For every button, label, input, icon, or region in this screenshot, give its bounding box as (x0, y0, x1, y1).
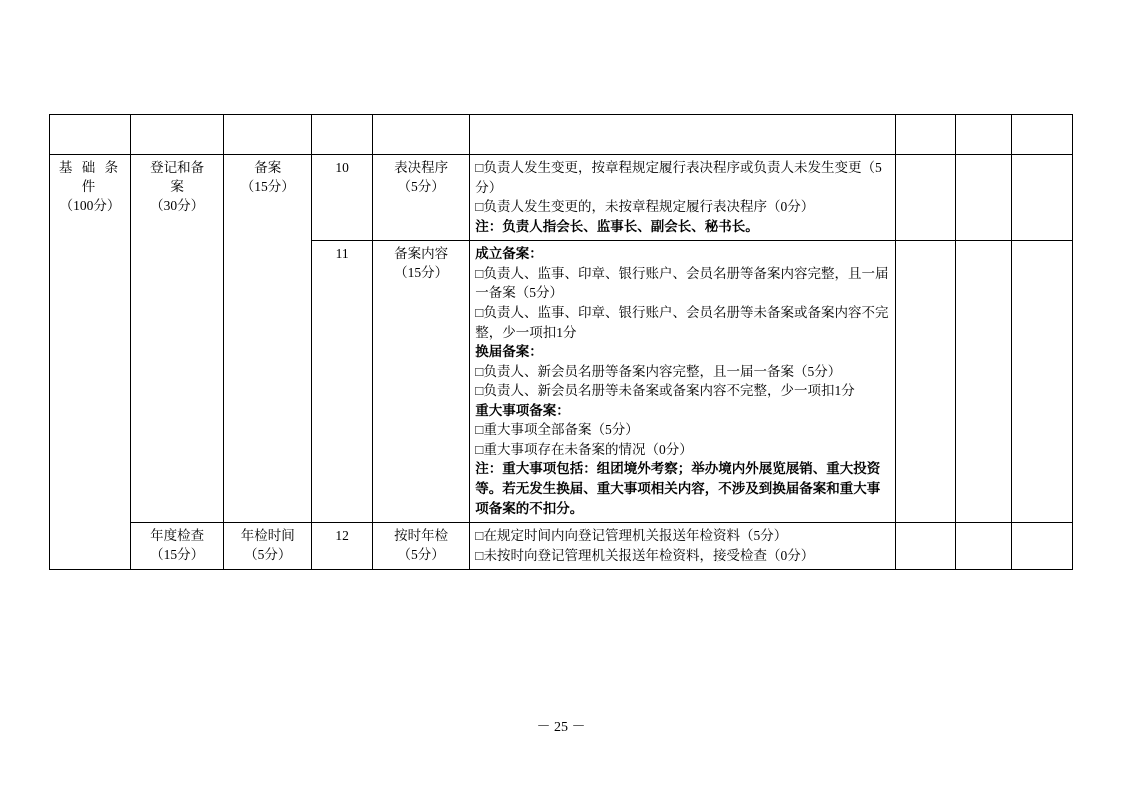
desc-line: □负责人发生变更，按章程规定履行表决程序或负责人未发生变更（5分） (475, 160, 882, 195)
cell-desc (470, 241, 895, 523)
subgroup-line-1: 年检时间 (240, 528, 295, 544)
cell-desc (470, 523, 895, 570)
desc-line: 成立备案： (475, 246, 543, 262)
desc-line: □重大事项全部备案（5分） (475, 422, 639, 438)
item-line-2: （15分） (394, 265, 449, 281)
item-line-1: 按时年检 (394, 528, 449, 544)
desc-line: □未按时向登记管理机关报送年检资料，接受检查（0分） (475, 547, 815, 563)
item-line-1: 备案内容 (394, 246, 449, 262)
desc-line: □负责人发生变更的，未按章程规定履行表决程序（0分） (475, 199, 815, 215)
cell-score1-top (895, 115, 956, 155)
item-line-2: （5分） (397, 179, 445, 195)
cell-no: 10 (312, 155, 373, 241)
cell-score2-top (956, 115, 1012, 155)
cell-no-top (312, 115, 373, 155)
group-line-1: 登记和备 (150, 160, 205, 175)
group-line-3: （30分） (150, 198, 205, 214)
cell-subgroup-top (224, 115, 312, 155)
category-line-2: （100分） (59, 198, 121, 214)
cell-subgroup (224, 523, 312, 570)
desc-line: □重大事项存在未备案的情况（0分） (475, 441, 693, 457)
item-line-1: 表决程序 (394, 160, 449, 175)
cell-category-top (50, 115, 131, 155)
cell-score3 (1012, 241, 1073, 523)
cell-item (373, 155, 470, 241)
cell-score3 (1012, 155, 1073, 241)
cell-item (373, 241, 470, 523)
desc-line-note: 注：负责人指会长、监事长、副会长、秘书长。 (475, 218, 759, 234)
desc-line: □负责人、新会员名册等备案内容完整，且一届一备案（5分） (475, 363, 842, 379)
item-line-2: （5分） (397, 547, 445, 563)
cell-score1 (895, 241, 956, 523)
cell-score3 (1012, 523, 1073, 570)
table-row-continuation (50, 115, 1073, 155)
cell-score2 (956, 155, 1012, 241)
desc-line: 重大事项备案： (475, 402, 570, 418)
cell-desc-top (470, 115, 895, 155)
page-number: － 25 － (536, 720, 586, 735)
desc-line: □负责人、监事、印章、银行账户、会员名册等未备案或备案内容不完整，少一项扣1分 (475, 304, 889, 340)
cell-no: 12 (312, 523, 373, 570)
cell-item (373, 523, 470, 570)
group-line-2: （15分） (150, 547, 205, 563)
category-line-1: 基 础 条 件 (58, 160, 122, 195)
desc-line: □负责人、监事、印章、银行账户、会员名册等备案内容完整，且一届一备案（5分） (475, 265, 889, 301)
desc-line: □在规定时间内向登记管理机关报送年检资料（5分） (475, 528, 788, 544)
cell-score3-top (1012, 115, 1073, 155)
cell-score1 (895, 523, 956, 570)
cell-subgroup (224, 155, 312, 523)
cell-group (131, 523, 224, 570)
subgroup-line-1: 备案 (254, 160, 282, 175)
cell-score1 (895, 155, 956, 241)
evaluation-table (49, 114, 1073, 570)
cell-item-top (373, 115, 470, 155)
cell-group-top (131, 115, 224, 155)
cell-desc (470, 155, 895, 241)
subgroup-line-2: （15分） (240, 179, 295, 195)
desc-line-note: 注：重大事项包括：组团境外考察；举办境内外展览展销、重大投资等。若无发生换届、重大事项相关内容，不涉及到换届备案和重大事项备案的不扣分。 (475, 461, 881, 516)
cell-group (131, 155, 224, 523)
desc-line: □负责人、新会员名册等未备案或备案内容不完整，少一项扣1分 (475, 383, 855, 399)
group-line-2: 案 (170, 179, 184, 195)
group-line-1: 年度检查 (150, 528, 205, 544)
evaluation-table-wrapper (49, 114, 1073, 570)
cell-no: 11 (312, 241, 373, 523)
cell-score2 (956, 523, 1012, 570)
cell-score2 (956, 241, 1012, 523)
desc-line: 换届备案： (475, 344, 543, 360)
table-row (50, 523, 1073, 570)
cell-category (50, 155, 131, 570)
subgroup-line-2: （5分） (244, 547, 292, 563)
table-row (50, 155, 1073, 241)
